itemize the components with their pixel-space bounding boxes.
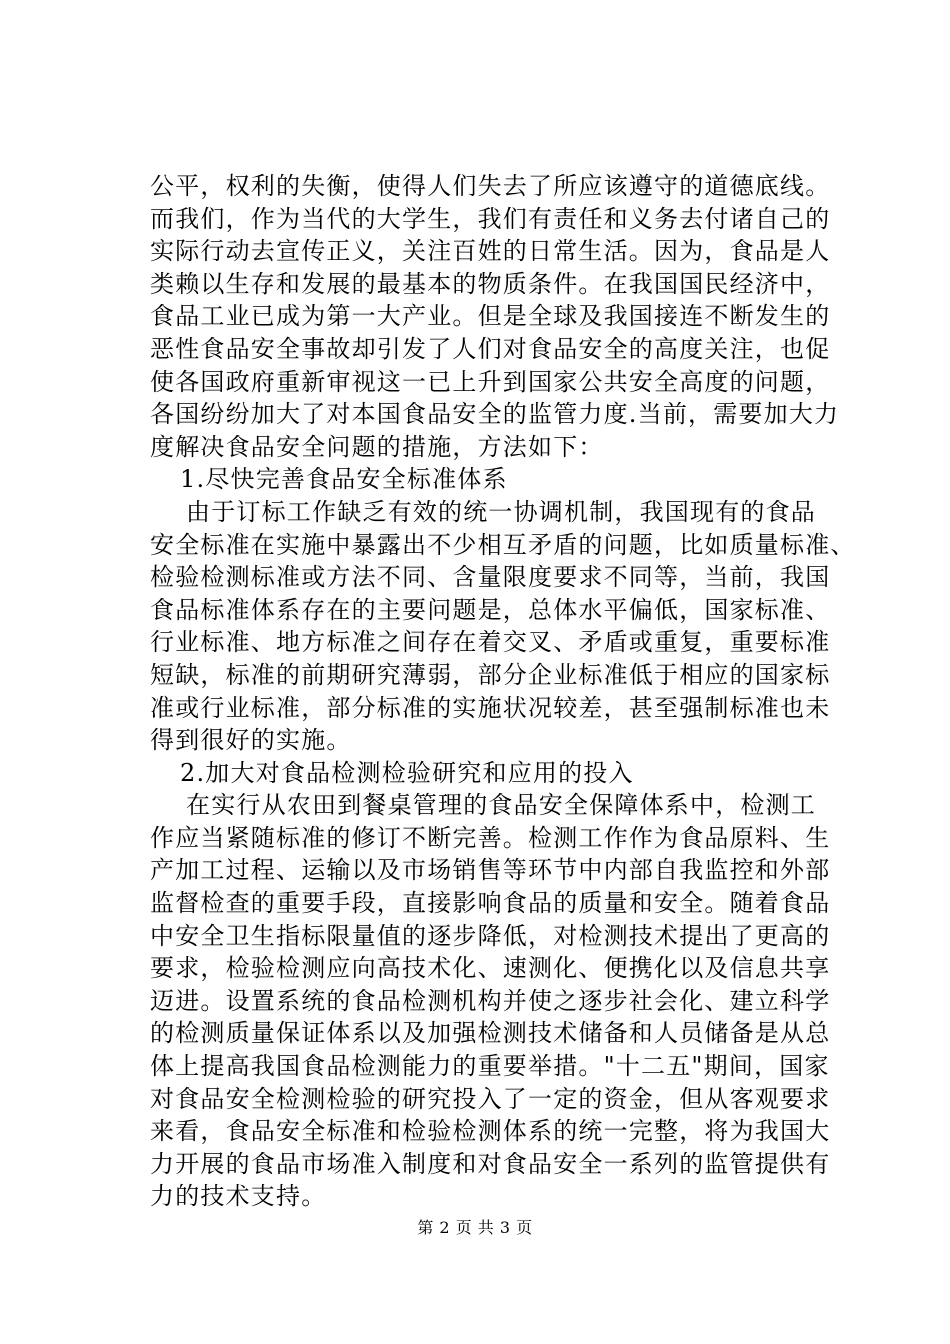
text-line: 要求，检验检测应向高技术化、速测化、便携化以及信息共享: [150, 954, 831, 983]
section-heading-1: 1.尽快完善食品安全标准体系: [180, 465, 508, 494]
text-line: 产加工过程、运输以及市场销售等环节中内部自我监控和外部: [150, 856, 831, 885]
text-line: 类赖以生存和发展的最基本的物质条件。在我国国民经济中，: [150, 269, 831, 298]
text-line: 检验检测标准或方法不同、含量限度要求不同等，当前，我国: [150, 563, 831, 592]
text-line: 行业标准、地方标准之间存在着交叉、矛盾或重复，重要标准: [150, 628, 831, 657]
text-line: 力的技术支持。: [150, 1182, 327, 1211]
text-line: 中安全卫生指标限量值的逐步降低，对检测技术提出了更高的: [150, 921, 831, 950]
page-number-label: 第 2 页 共 3 页: [417, 1218, 533, 1237]
text-line: 食品标准体系存在的主要问题是，总体水平偏低，国家标准、: [150, 595, 831, 624]
text-line: 使各国政府重新审视这一已上升到国家公共安全高度的问题，: [150, 367, 831, 396]
body-text: [150, 170, 856, 1213]
text-line: 实际行动去宣传正义，关注百姓的日常生活。因为，食品是人: [150, 237, 831, 266]
page-footer: [0, 1218, 950, 1238]
section-heading-2: 2.加大对食品检测检验研究和应用的投入: [180, 758, 634, 787]
text-line: 而我们，作为当代的大学生，我们有责任和义务去付诸自己的: [150, 204, 831, 233]
text-line: 体上提高我国食品检测能力的重要举措。"十二五"期间，国家: [150, 1052, 830, 1081]
text-line: 短缺，标准的前期研究薄弱，部分企业标准低于相应的国家标: [150, 660, 831, 689]
text-line: 监督检查的重要手段，直接影响食品的质量和安全。随着食品: [150, 889, 831, 918]
text-line: 得到很好的实施。: [150, 726, 352, 755]
text-line: 迈进。设置系统的食品检测机构并使之逐步社会化、建立科学: [150, 986, 831, 1015]
text-line: 对食品安全检测检验的研究投入了一定的资金，但从客观要求: [150, 1084, 831, 1113]
text-line: 的检测质量保证体系以及加强检测技术储备和人员储备是从总: [150, 1019, 831, 1048]
text-line: 来看，食品安全标准和检验检测体系的统一完整，将为我国大: [150, 1117, 831, 1146]
text-line: 准或行业标准，部分标准的实施状况较差，甚至强制标准也未: [150, 693, 831, 722]
text-line: 安全标准在实施中暴露出不少相互矛盾的问题，比如质量标准、: [150, 530, 856, 559]
text-line: 作应当紧随标准的修订不断完善。检测工作作为食品原料、生: [150, 823, 831, 852]
text-line: 恶性食品安全事故却引发了人们对食品安全的高度关注，也促: [150, 334, 831, 363]
paragraph-start: 在实行从农田到餐桌管理的食品安全保障体系中，检测工: [186, 791, 816, 820]
text-line: 各国纷纷加大了对本国食品安全的监管力度.当前，需要加大力: [150, 400, 840, 429]
text-line: 度解决食品安全问题的措施，方法如下：: [150, 432, 604, 461]
paragraph-start: 由于订标工作缺乏有效的统一协调机制，我国现有的食品: [186, 497, 816, 526]
text-line: 公平，权利的失衡，使得人们失去了所应该遵守的道德底线。: [150, 172, 831, 200]
text-line: 力开展的食品市场准入制度和对食品安全一系列的监管提供有: [150, 1149, 831, 1178]
text-line: 食品工业已成为第一大产业。但是全球及我国接连不断发生的: [150, 302, 831, 331]
